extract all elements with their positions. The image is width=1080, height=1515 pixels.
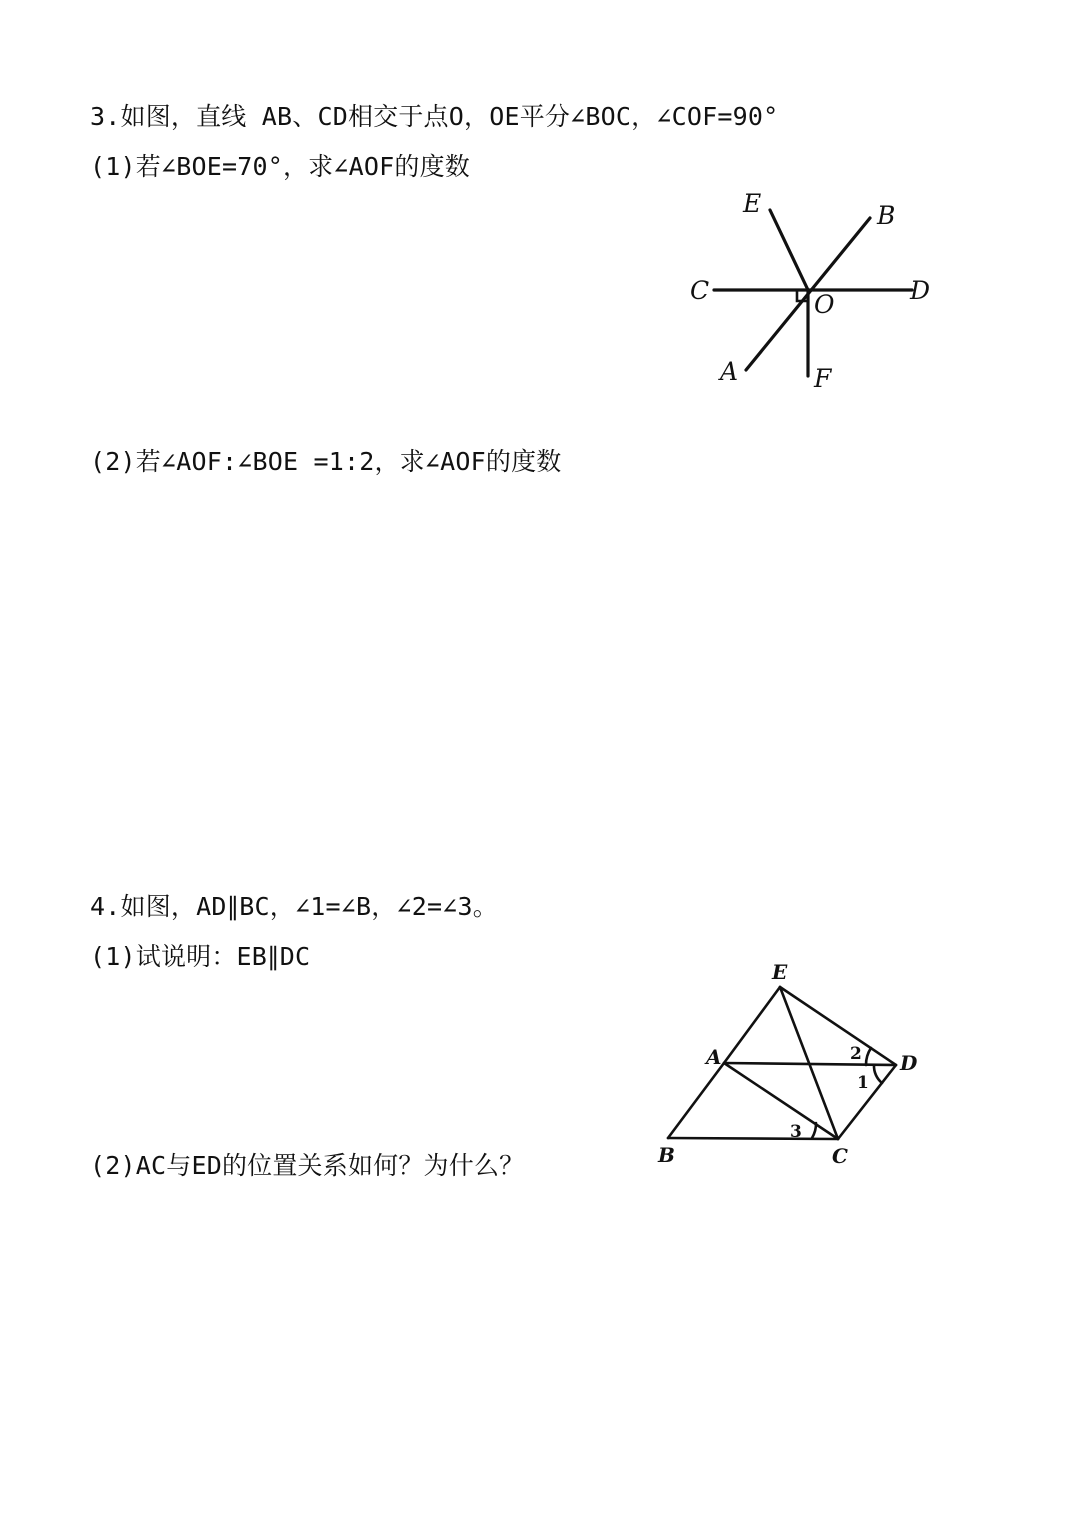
angle-3-arc [812,1123,816,1138]
question-4-part-1: (1)试说明：EB∥DC [90,942,311,971]
label-d: D [910,276,931,305]
angle-3-label: 3 [790,1122,802,1142]
question-3-part-2: (2)若∠AOF:∠BOE =1:2，求∠AOF的度数 [90,447,562,476]
label-c: C [690,276,710,305]
ray-oe [770,210,808,290]
label-b: B [658,1143,675,1167]
angle-2-label: 2 [850,1044,862,1064]
label-f: F [814,364,832,393]
label-d: D [900,1051,918,1075]
segment-ab [668,1063,724,1138]
label-a: A [706,1045,722,1069]
question-4-part-2: (2)AC与ED的位置关系如何？为什么？ [90,1151,525,1180]
label-e: E [772,960,788,984]
label-c: C [832,1144,848,1168]
question-4-title: 4.如图，AD∥BC，∠1=∠B，∠2=∠3。 [90,892,498,921]
figure-intersecting-lines [680,180,950,400]
label-b: B [877,201,896,230]
angle-1-label: 1 [857,1073,869,1093]
segment-ac [724,1063,838,1139]
segment-ea [724,987,780,1063]
angle-1-arc [874,1065,882,1083]
label-a: A [720,357,739,386]
question-3-part-1: (1)若∠BOE=70°，求∠AOF的度数 [90,152,470,181]
figure-parallelogram [650,955,930,1175]
segment-ed [780,987,896,1065]
label-o: O [814,290,835,319]
label-e: E [743,189,762,218]
angle-2-arc [866,1048,871,1065]
question-3-title: 3.如图，直线 AB、CD相交于点O，OE平分∠BOC，∠COF=90° [90,102,779,131]
